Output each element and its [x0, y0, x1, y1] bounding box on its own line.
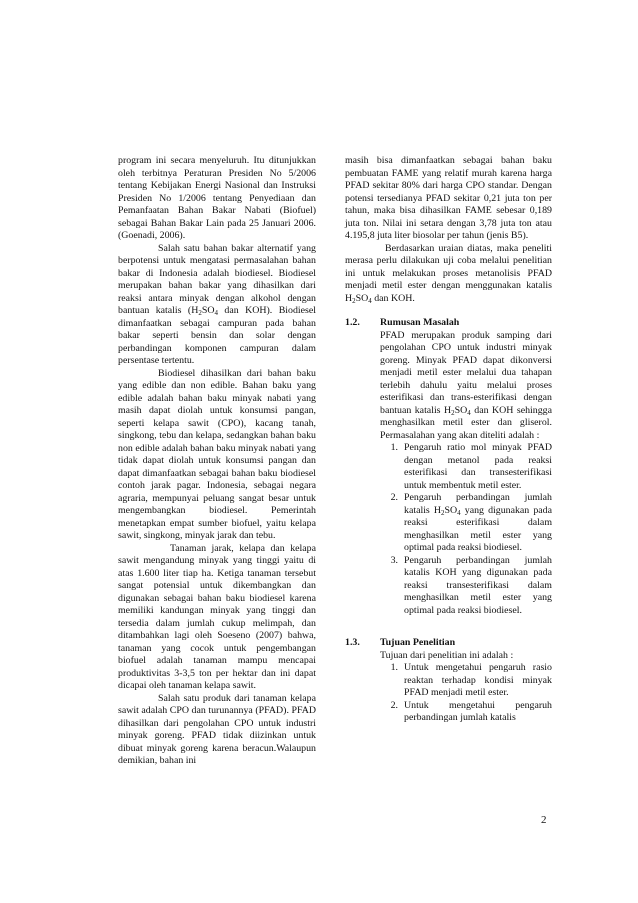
- text-run: Pengaruh perbandingan jumlah katalis H: [404, 492, 552, 516]
- list-item: [380, 442, 552, 492]
- text-run: Salah satu bahan bakar alternatif yang berpotensi untuk mengatasi permasalahan bahan bakar di Indonesia adalah biodiesel. Biodiesel merupakan bahan bakar yang dihasilkan dari reaksi antara minyak dengan alkohol dengan bantuan katalis (H: [118, 242, 316, 316]
- list-item-number: 1.: [390, 662, 398, 673]
- list-item: [380, 492, 552, 555]
- list-item-number: 1.: [390, 442, 398, 453]
- subscript: 4: [368, 296, 372, 305]
- subscript: 2: [198, 309, 202, 317]
- list-item: [380, 700, 552, 725]
- list-item: [380, 555, 552, 618]
- paragraph: Biodiesel dihasilkan dari bahan baku yang edible dan non edible. Bahan baku yang edible adalah bahan baku minyak nabati yang masih dapat diolah untuk konsumsi pangan, seperti kelapa sawit (CPO), kacang tanah, singkong, tebu dan kelapa, sedangkan bahan baku non edible adalah bahan baku minyak nabati yang tidak dapat diolah untuk konsumsi pangan dan dapat dimanfaatkan sebagai bahan baku biodiesel contoh jarak pagar. Indonesia, sebagai negara agraria, mempunyai peluang sangat besar untuk mengembangkan biodiesel. Pemerintah menetapkan empat sumber biofuel, yaitu kelapa sawit, singkong, minyak jarak dan tebu.: [118, 367, 316, 541]
- left-column: [118, 155, 316, 768]
- subscript: 4: [467, 408, 471, 417]
- page-number: 2: [541, 814, 547, 826]
- text-run: SO: [444, 504, 458, 516]
- section-number: 1.2.: [345, 317, 360, 328]
- section-body: [380, 650, 552, 725]
- paragraph: program ini secara menyeluruh. Itu ditunjukkan oleh terbitnya Peraturan Presiden No 5/2006 tentang Kebijakan Energi Nasional dan Instruksi Presiden No 1/2006 tentang Penyediaan dan Pemanfaatan Bahan Bakar Nabati (Biofuel) sebagai Bahan Bakar Lain pada 25 Januari 2006. (Goenadi, 2006).: [118, 155, 316, 241]
- paragraph: [118, 243, 316, 368]
- section-title: Tujuan Penelitian: [380, 637, 456, 648]
- section-body: [380, 330, 552, 618]
- section-heading: [345, 317, 552, 330]
- list-item-text: Untuk mengetahui pengaruh rasio reaktan terhadap kondisi minyak PFAD menjadi metil ester.: [404, 662, 552, 698]
- text-run: dan KOH). Biodiesel dimanfaatkan sebagai campuran pada bahan bakar seperti bensin dan solar dengan perbandingan komponen campuran dalam persentase tertentu.: [118, 305, 316, 366]
- list-item-number: 3.: [390, 554, 398, 566]
- subscript: 4: [214, 309, 218, 317]
- right-column: [345, 155, 552, 725]
- paragraph: Salah satu produk dari tanaman kelapa sawit adalah CPO dan turunannya (PFAD). PFAD dihasilkan dari pengolahan CPO untuk industri minyak goreng. PFAD tidak diizinkan untuk dibuat minyak goreng karena beracun.Walaupun demikian, bahan ini: [118, 692, 316, 766]
- list-item: [380, 662, 552, 700]
- text-run: PFAD merupakan produk samping dari pengolahan CPO untuk industri minyak goreng. Minyak PFAD dapat dikonversi menjadi metil ester melalui dua tahapan terlebih dahulu yaitu melalui proses esterifikasi dan trans-esterifikasi dengan bantuan katalis H: [380, 329, 552, 416]
- subscript: 2: [441, 508, 445, 517]
- list-item-text: Pengaruh perbandingan jumlah katalis KOH yang digunakan pada reaksi transesterifikasi dalam menghasilkan metil ester yang optimal pada reaksi biodiesel.: [404, 554, 552, 616]
- text-run: dan KOH sehingga menghasilkan metil ester dan gliserol. Permasalahan yang akan diteliti adalah :: [380, 404, 552, 441]
- list-item-number: 2.: [390, 492, 398, 503]
- text-run: SO: [355, 292, 369, 304]
- list-item-text: Pengaruh ratio mol minyak PFAD dengan metanol pada reaksi esterifikasi dan transesterifikasi untuk membentuk metil ester.: [404, 442, 552, 491]
- section-heading: [345, 637, 552, 650]
- text-run: SO: [201, 305, 215, 316]
- section-tujuan-penelitian: [345, 637, 552, 725]
- text-run: Berdasarkan uraian diatas, maka peneliti merasa perlu dilakukan uji coba melalui penelitian ini untuk melakukan proses metanolisis PFAD menjadi metil ester dengan menggunakan katalis H: [345, 242, 552, 304]
- list-item-text: Untuk mengetahui pengaruh perbandingan jumlah katalis: [404, 699, 552, 723]
- text-run: yang digunakan pada reaksi esterifikasi dalam menghasilkan metil ester yang optimal pada reaksi biodiesel.: [404, 504, 552, 553]
- subscript: 2: [451, 408, 455, 417]
- paragraph: [380, 330, 552, 443]
- section-title: Rumusan Masalah: [380, 317, 460, 328]
- subscript: 4: [457, 508, 461, 517]
- section-rumusan-masalah: [345, 317, 552, 617]
- numbered-list: [380, 442, 552, 617]
- paragraph: [345, 243, 552, 306]
- text-run: SO: [454, 404, 468, 416]
- text-run: dan KOH.: [371, 292, 415, 304]
- list-item-number: 2.: [390, 699, 398, 711]
- numbered-list: [380, 662, 552, 725]
- list-item-text: [404, 492, 552, 555]
- paragraph: masih bisa dimanfaatkan sebagai bahan baku pembuatan FAME yang relatif murah karena harga PFAD sekitar 80% dari harga CPO standar. Dengan potensi tersedianya PFAD sekitar 0,21 juta ton per tahun, maka bisa dihasilkan FAME sebesar 0,189 juta ton. Nilai ini setara dengan 3,78 juta ton atau 4.195,8 juta liter biosolar per tahun (jenis B5).: [345, 155, 552, 241]
- paragraph: Tanaman jarak, kelapa dan kelapa sawit mengandung minyak yang tinggi yaitu di atas 1.600 liter tiap ha. Ketiga tanaman tersebut sangat potensial untuk dikembangkan dan digunakan sebagai bahan baku biodiesel karena memiliki kandungan minyak yang tinggi dan tersedia dalam jumlah cukup melimpah, dan ditambahkan lagi oleh Soeseno (2007) bahwa, tanaman yang cocok untuk pengembangan biofuel adalah tanaman mampu mencapai produktivitas 3-3,5 ton per hektar dan ini dapat dicapai oleh tanaman kelapa sawit.: [118, 542, 316, 691]
- section-number: 1.3.: [345, 637, 360, 648]
- subscript: 2: [352, 296, 356, 305]
- paragraph: Tujuan dari penelitian ini adalah :: [380, 649, 514, 661]
